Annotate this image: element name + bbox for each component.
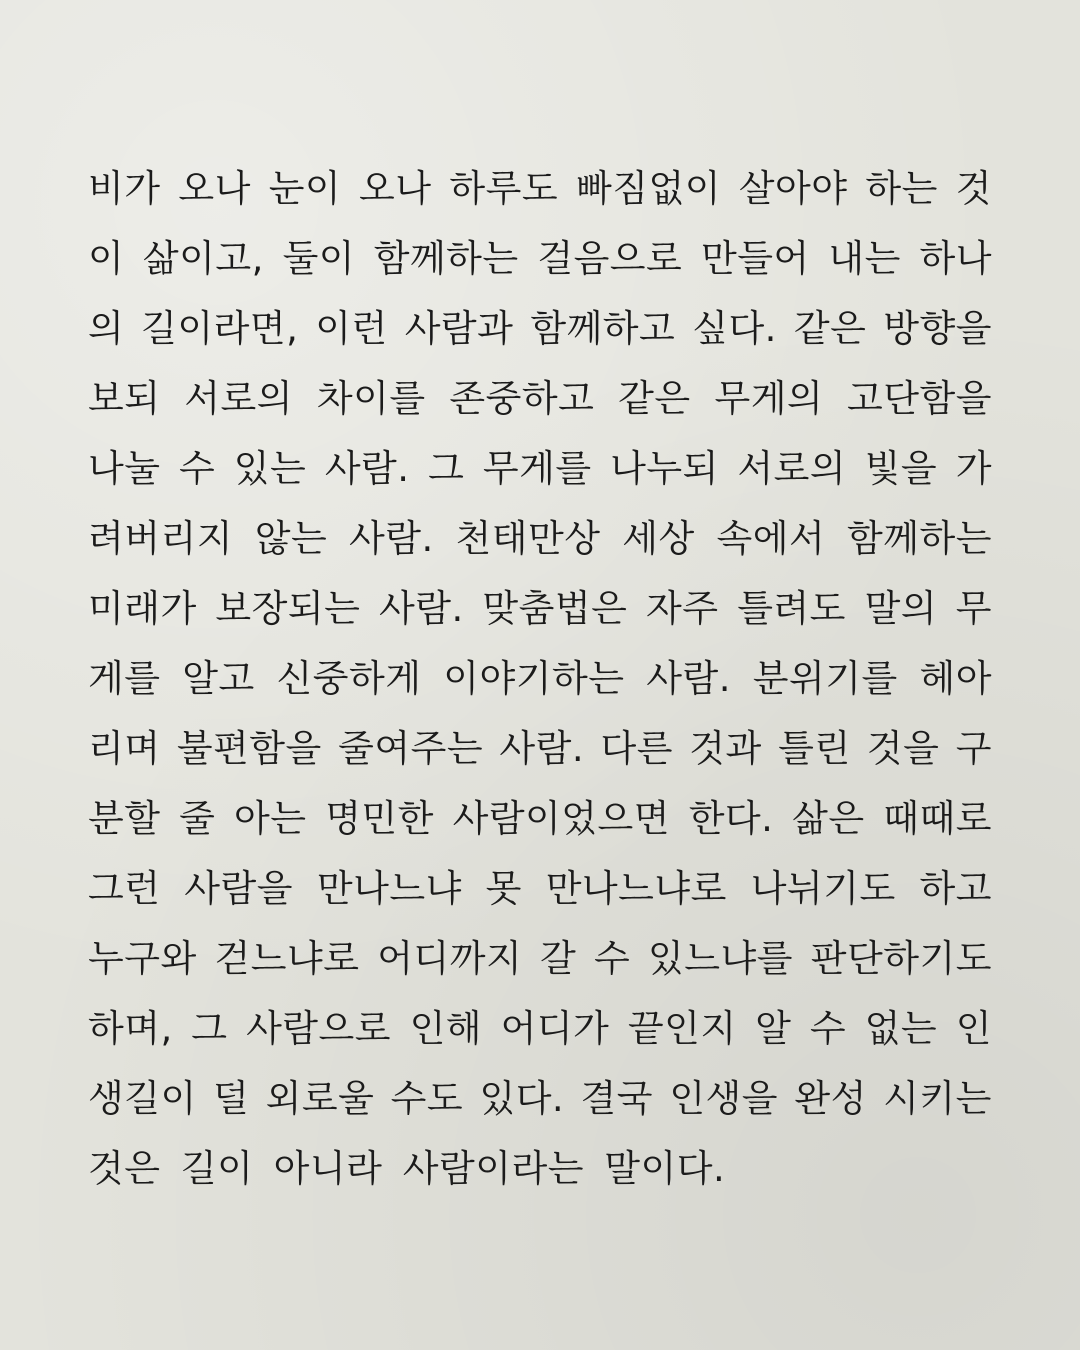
word: 이야기하는: [443, 657, 625, 700]
text-line: [88, 574, 992, 644]
text-line: [88, 224, 992, 294]
word: 이런: [315, 307, 388, 350]
word: 함께하는: [373, 237, 519, 280]
word: 인: [955, 1007, 992, 1050]
word: 려버리지: [88, 517, 233, 560]
word: 하고: [919, 867, 992, 910]
word: 서로의: [737, 447, 847, 490]
word: 빛을: [864, 447, 938, 490]
text-line: [88, 434, 992, 504]
word: 있는: [233, 447, 307, 490]
word: 수: [593, 937, 631, 980]
word: 서로의: [184, 377, 294, 420]
word: 완성: [794, 1077, 867, 1120]
word: 싶다.: [692, 307, 777, 350]
word: 하루도: [449, 167, 559, 210]
text-line: [88, 924, 992, 994]
word: 사람.: [379, 587, 464, 630]
word: 삶은: [792, 797, 865, 840]
word: 천태만상: [455, 517, 601, 560]
word: 하며,: [88, 1007, 173, 1050]
word: 길이라면,: [141, 307, 299, 350]
word: 게를: [88, 657, 161, 700]
word: 분할: [88, 797, 161, 840]
word: 사람을: [184, 867, 294, 910]
word: 속에서: [716, 517, 826, 560]
word: 줄: [179, 797, 216, 840]
word: 틀려도: [737, 587, 846, 630]
text-line: [88, 294, 992, 364]
word: 누구와: [88, 937, 197, 980]
word: 결국: [580, 1077, 653, 1120]
word: 없는: [864, 1007, 938, 1050]
word: 것은: [88, 1147, 161, 1190]
word: 갈: [539, 937, 577, 980]
word: 수도: [390, 1077, 464, 1120]
word: 오나: [359, 167, 432, 210]
word: 구: [955, 727, 992, 770]
word: 나누되: [610, 447, 719, 490]
word: 틀린: [778, 727, 851, 770]
word: 한다.: [688, 797, 774, 840]
word: 있느냐를: [648, 937, 793, 980]
word: 빠짐없이: [575, 167, 721, 210]
word: 신중하게: [276, 657, 422, 700]
word: 같은: [793, 307, 867, 350]
word: 판단하기도: [810, 937, 992, 980]
word: 세상: [622, 517, 695, 560]
text-line: [88, 784, 992, 854]
word: 길이: [180, 1147, 254, 1190]
word: 있다.: [479, 1077, 565, 1120]
word: 무게를: [482, 447, 592, 490]
word: 생길이: [88, 1077, 197, 1120]
word: 것을: [866, 727, 940, 770]
word: 어디까지: [377, 937, 523, 980]
word: 함께하고: [530, 307, 676, 350]
word: 차이를: [316, 377, 426, 420]
word: 고단함을: [847, 377, 992, 420]
word: 인생을: [669, 1077, 779, 1120]
word: 함께하는: [846, 517, 992, 560]
word: 사람이라는: [402, 1147, 584, 1190]
word: 말의: [864, 587, 938, 630]
word: 방향을: [883, 307, 992, 350]
word: 내는: [828, 237, 901, 280]
text-line: [88, 714, 992, 784]
word: 둘이: [282, 237, 356, 280]
word: 불편함을: [176, 727, 322, 770]
word: 보되: [88, 377, 161, 420]
word: 이: [88, 237, 125, 280]
word: 때때로: [883, 797, 992, 840]
word: 그런: [88, 867, 161, 910]
word: 눈이: [268, 167, 342, 210]
word: 의: [88, 307, 125, 350]
word: 그: [191, 1007, 228, 1050]
word: 나눌: [88, 447, 161, 490]
word: 수: [179, 447, 216, 490]
word: 만들어: [700, 237, 810, 280]
text-line: [88, 504, 992, 574]
word: 만나느냐: [316, 867, 462, 910]
word: 사람.: [499, 727, 585, 770]
word: 만나느냐로: [545, 867, 727, 910]
word: 사람.: [324, 447, 410, 490]
word: 같은: [618, 377, 691, 420]
word: 어디가: [500, 1007, 610, 1050]
word: 것과: [689, 727, 762, 770]
word: 덜: [213, 1077, 250, 1120]
word: 삶이고,: [142, 237, 264, 280]
word: 못: [485, 867, 522, 910]
word: 자주: [646, 587, 719, 630]
text-line: [88, 1134, 992, 1204]
text-line: [88, 364, 992, 434]
text-line: [88, 1064, 992, 1134]
word: 리며: [88, 727, 161, 770]
word: 보장되는: [215, 587, 361, 630]
word: 오나: [178, 167, 251, 210]
word: 사람과: [404, 307, 514, 350]
word: 알: [755, 1007, 792, 1050]
word: 하나: [919, 237, 992, 280]
word: 맞춤법은: [482, 587, 628, 630]
word: 헤아: [919, 657, 992, 700]
word: 끝인지: [627, 1007, 737, 1050]
word: 가: [955, 447, 992, 490]
word: 사람.: [646, 657, 731, 700]
word: 무게의: [714, 377, 824, 420]
word: 아니라: [273, 1147, 383, 1190]
word: 줄여주는: [338, 727, 484, 770]
word: 걷느냐로: [214, 937, 360, 980]
word: 알고: [182, 657, 255, 700]
word: 수: [809, 1007, 847, 1050]
word: 명민한: [325, 797, 434, 840]
word: 사람이었으면: [452, 797, 671, 840]
word: 하는: [865, 167, 938, 210]
word: 외로울: [265, 1077, 375, 1120]
word: 걸음으로: [537, 237, 683, 280]
word: 않는: [254, 517, 328, 560]
word: 분위기를: [752, 657, 898, 700]
word: 살아야: [738, 167, 848, 210]
body-text: [88, 154, 992, 1204]
word: 무: [955, 587, 992, 630]
word: 아는: [234, 797, 307, 840]
word: 나뉘기도: [750, 867, 896, 910]
word: 미래가: [88, 587, 197, 630]
word: 존중하고: [449, 377, 595, 420]
word: 시키는: [883, 1077, 992, 1120]
word: 다른: [600, 727, 673, 770]
word: 인해: [409, 1007, 483, 1050]
word: 비가: [88, 167, 161, 210]
text-line: [88, 644, 992, 714]
word: 말이다.: [604, 1147, 726, 1190]
word: 그: [428, 447, 465, 490]
word: 사람.: [348, 517, 434, 560]
word: 사람으로: [246, 1007, 392, 1050]
text-line: [88, 154, 992, 224]
text-line: [88, 854, 992, 924]
word: 것: [955, 167, 992, 210]
text-line: [88, 994, 992, 1064]
